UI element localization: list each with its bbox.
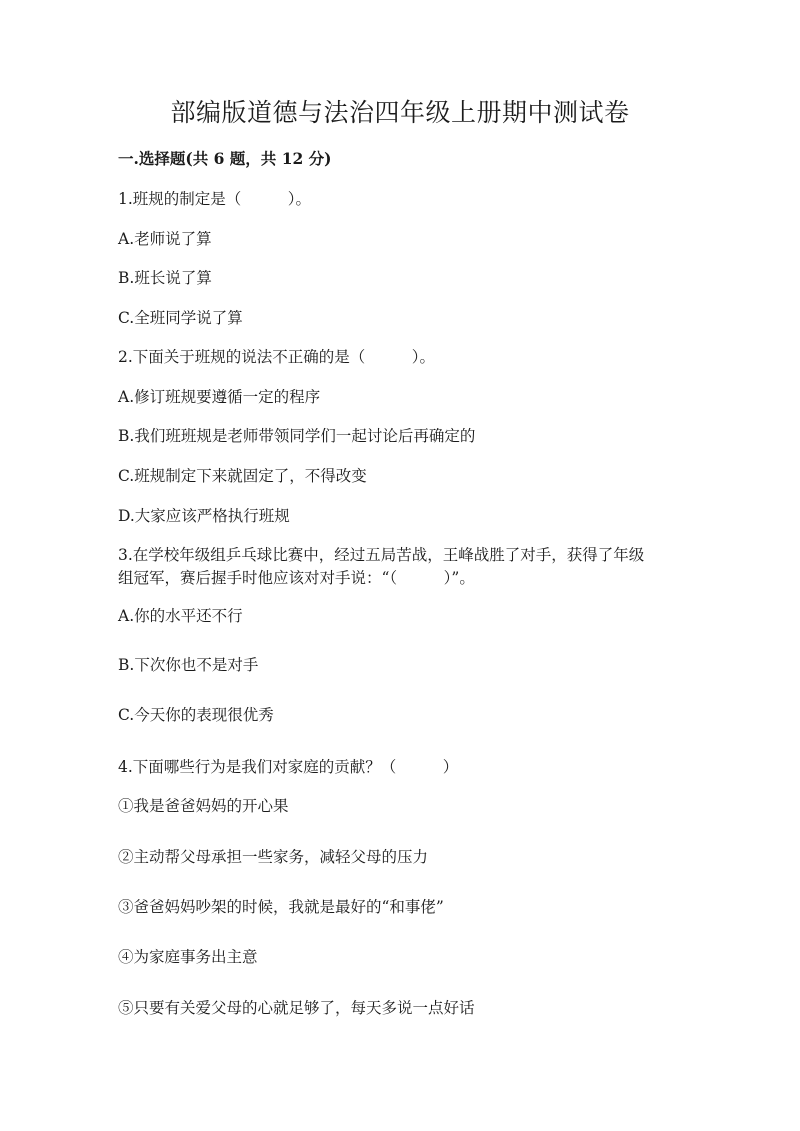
question-4-item-2: ②主动帮父母承担一些家务，减轻父母的压力 (118, 848, 429, 866)
question-4-item-1: ①我是爸爸妈妈的开心果 (118, 797, 289, 815)
question-3-option-b: B.下次你也不是对手 (118, 656, 259, 674)
question-1-option-c: C.全班同学说了算 (118, 309, 243, 327)
question-3-stem-line-2: 组冠军，赛后握手时他应该对对手说：“（ ）”。 (118, 569, 475, 587)
question-2-option-b: B.我们班班规是老师带领同学们一起讨论后再确定的 (118, 427, 476, 445)
question-1-option-b: B.班长说了算 (118, 269, 212, 287)
question-4-item-5: ⑤只要有关爱父母的心就足够了，每天多说一点好话 (118, 999, 475, 1017)
section-heading: 一.选择题(共 6 题，共 12 分) (118, 149, 332, 168)
page-title: 部编版道德与法治四年级上册期中测试卷 (170, 98, 630, 127)
question-4-item-4: ④为家庭事务出主意 (118, 948, 258, 966)
question-3-option-c: C.今天你的表现很优秀 (118, 706, 274, 724)
question-2-option-a: A.修订班规要遵循一定的程序 (118, 388, 321, 406)
question-2-option-d: D.大家应该严格执行班规 (118, 507, 290, 525)
question-3-stem-line-1: 3.在学校年级组乒乓球比赛中，经过五局苦战，王峰战胜了对手，获得了年级 (118, 546, 645, 564)
question-2-option-c: C.班规制定下来就固定了，不得改变 (118, 467, 367, 485)
question-4-item-3: ③爸爸妈妈吵架的时候，我就是最好的“和事佬” (118, 898, 444, 916)
question-1-stem: 1.班规的制定是（ ）。 (118, 190, 312, 208)
question-3-option-a: A.你的水平还不行 (118, 607, 243, 625)
question-2-stem: 2.下面关于班规的说法不正确的是（ ）。 (118, 348, 436, 366)
question-1-option-a: A.老师说了算 (118, 230, 212, 248)
question-4-stem: 4.下面哪些行为是我们对家庭的贡献？（ ） (118, 758, 459, 776)
